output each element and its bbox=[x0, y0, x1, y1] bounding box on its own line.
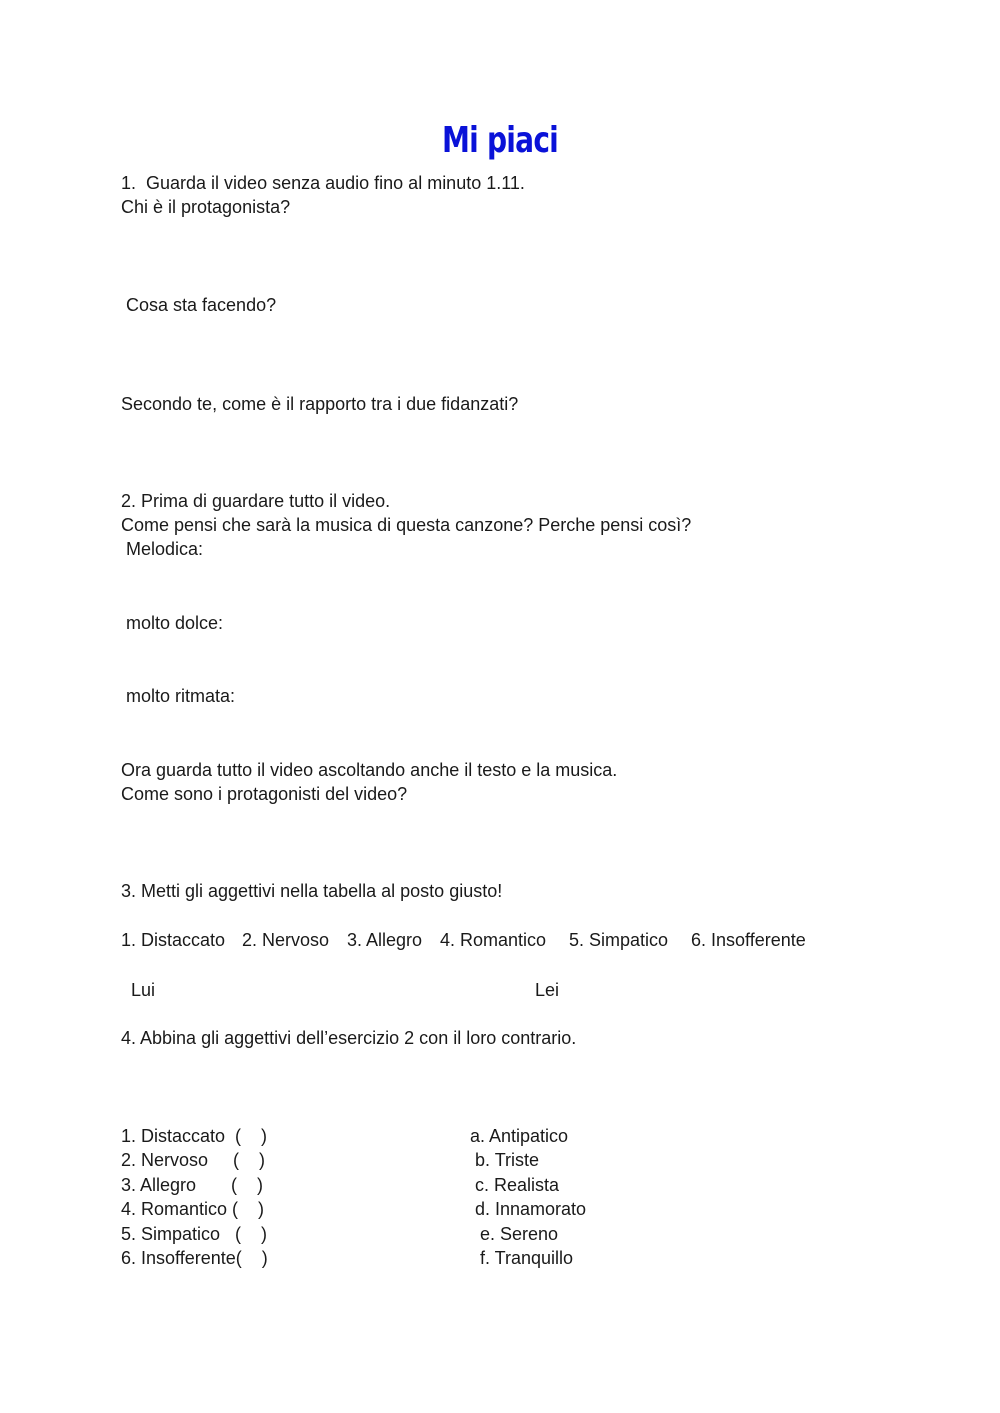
matching-left-item: 6. Insofferente( ) bbox=[121, 1247, 268, 1268]
adjective-item: 4. Romantico bbox=[440, 930, 547, 950]
adjective-item: 5. Simpatico bbox=[569, 930, 669, 950]
matching-left-column bbox=[121, 1124, 268, 1270]
matching-right-item: e. Sereno bbox=[470, 1223, 559, 1244]
adjective-item: 3. Allegro bbox=[347, 930, 423, 950]
question-protagonist: Chi è il protagonista? bbox=[121, 197, 291, 217]
question-activity: Cosa sta facendo? bbox=[126, 295, 277, 315]
question-protagonists: Come sono i protagonisti del video? bbox=[121, 784, 408, 804]
matching-right-item: b. Triste bbox=[470, 1150, 540, 1171]
column-lei: Lei bbox=[535, 980, 560, 1000]
matching-right-item: a. Antipatico bbox=[470, 1126, 569, 1146]
option-melodica: Melodica: bbox=[126, 539, 204, 559]
matching-left-item: 5. Simpatico ( ) bbox=[121, 1223, 268, 1244]
matching-right-item: c. Realista bbox=[470, 1174, 560, 1195]
section3-heading: 3. Metti gli aggettivi nella tabella al posto giusto! bbox=[121, 881, 503, 901]
section1-heading: 1. Guarda il video senza audio fino al minuto 1.11. bbox=[121, 173, 525, 193]
adjective-item: 1. Distaccato bbox=[121, 930, 226, 950]
section2-heading: 2. Prima di guardare tutto il video. bbox=[121, 491, 391, 511]
matching-left-item: 3. Allegro ( ) bbox=[121, 1174, 264, 1195]
question-relationship: Secondo te, come è il rapporto tra i due fidanzati? bbox=[121, 394, 519, 414]
watch-instruction: Ora guarda tutto il video ascoltando anche il testo e la musica. bbox=[121, 760, 618, 780]
adjective-item: 2. Nervoso bbox=[242, 930, 330, 950]
matching-right-item: d. Innamorato bbox=[470, 1199, 587, 1220]
option-molto-ritmata: molto ritmata: bbox=[126, 686, 236, 706]
question-music: Come pensi che sarà la musica di questa canzone? Perche pensi così? bbox=[121, 515, 692, 535]
section4-heading: 4. Abbina gli aggettivi dell’esercizio 2 con il loro contrario. bbox=[121, 1028, 577, 1048]
column-lui: Lui bbox=[131, 980, 156, 1000]
matching-right-column bbox=[470, 1124, 586, 1270]
adjective-item: 6. Insofferente bbox=[691, 930, 806, 950]
matching-left-item: 4. Romantico ( ) bbox=[121, 1199, 265, 1220]
matching-left-item: 2. Nervoso ( ) bbox=[121, 1150, 266, 1171]
option-molto-dolce: molto dolce: bbox=[126, 613, 224, 633]
matching-right-item: f. Tranquillo bbox=[470, 1247, 574, 1268]
matching-left-item: 1. Distaccato ( ) bbox=[121, 1126, 268, 1146]
page-title: Mi piaci bbox=[441, 120, 559, 161]
